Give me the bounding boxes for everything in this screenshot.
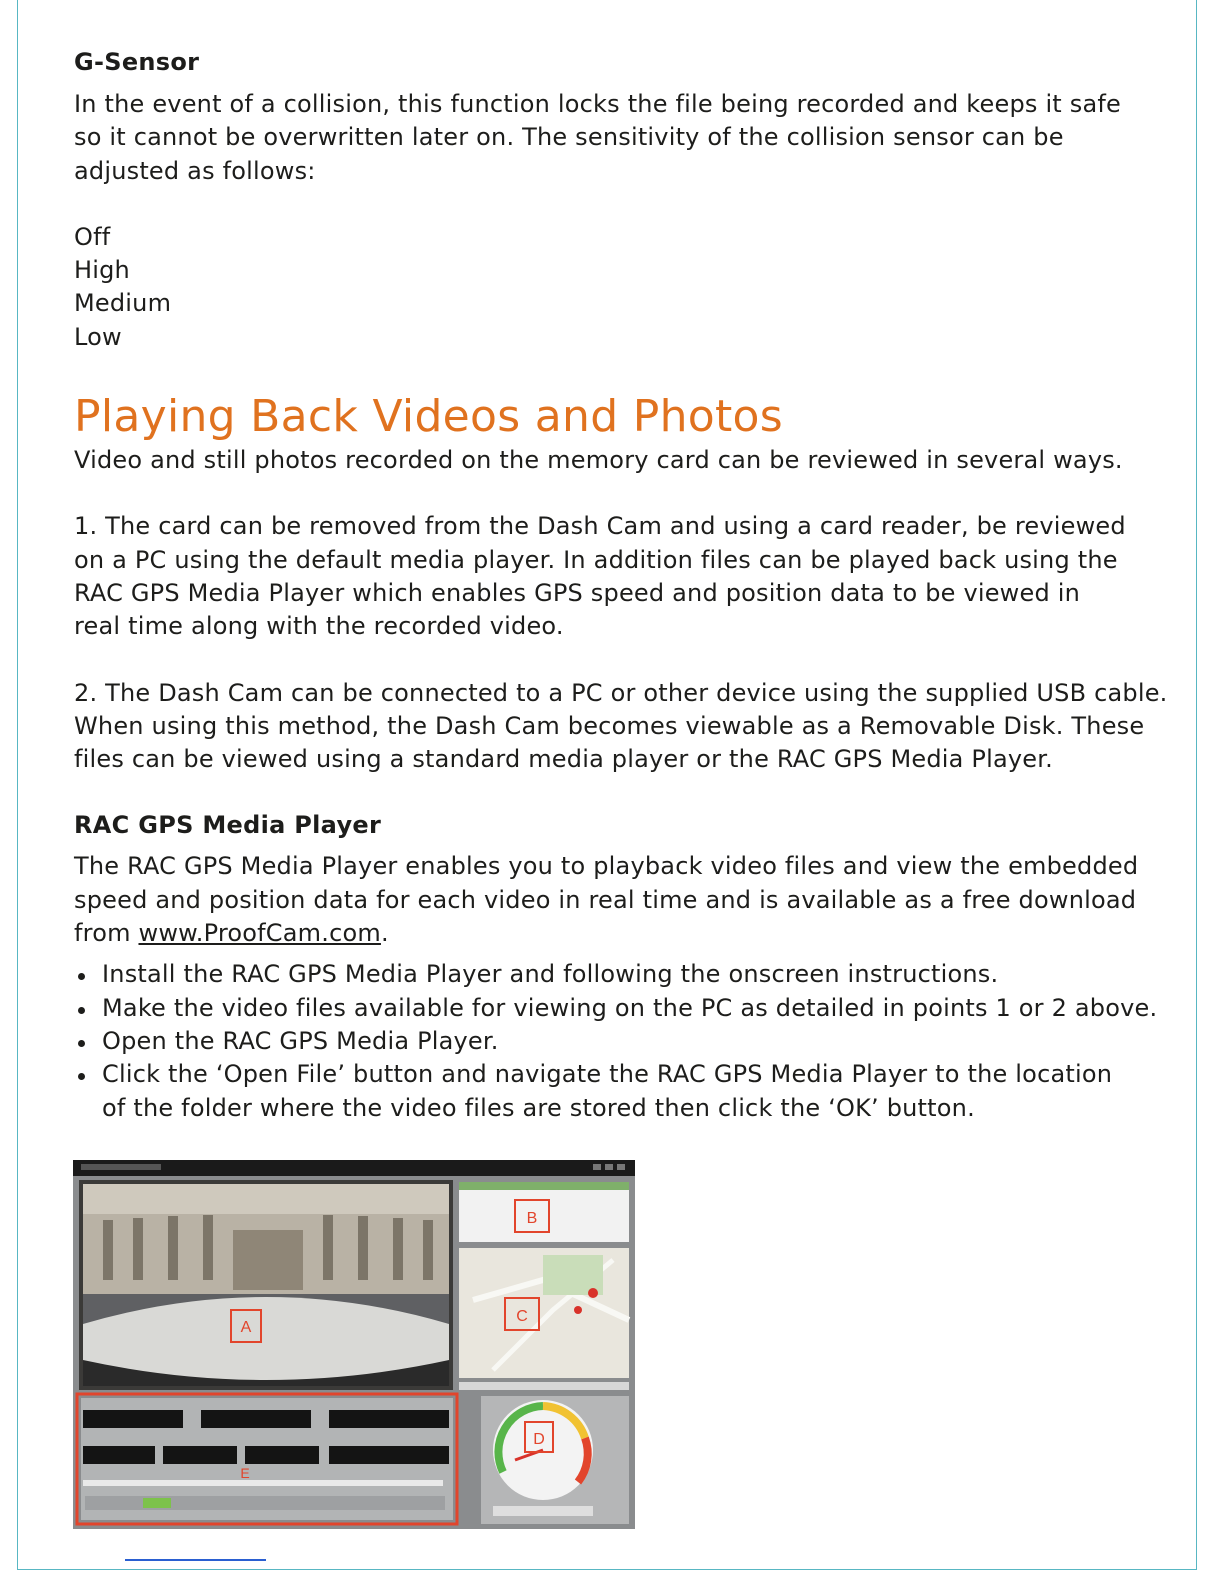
page-content — [74, 46, 1174, 1125]
instruction-item: Open the RAC GPS Media Player. — [74, 1025, 1174, 1058]
gsensor-option-off: Off — [74, 222, 111, 251]
map-pin-icon — [588, 1288, 598, 1298]
callout-c-label: C — [516, 1308, 528, 1325]
footer-underline — [125, 1559, 266, 1561]
player-body-text: The RAC GPS Media Player enables you to playback video files and view the embedded speed and position data for each video in real time and is available as a free download from — [74, 852, 1139, 948]
gsensor-option-low: Low — [74, 322, 122, 351]
player-body-end: . — [380, 919, 389, 948]
page-frame-left — [17, 0, 18, 1570]
callout-b-label: B — [526, 1210, 538, 1227]
media-player-screenshot — [73, 1160, 635, 1529]
proofcam-link[interactable]: www.ProofCam.com — [138, 919, 381, 948]
instruction-item: Install the RAC GPS Media Player and following the onscreen instructions. — [74, 958, 1174, 991]
instruction-item: Make the video files available for viewing on the PC as detailed in points 1 or 2 above. — [74, 992, 1174, 1025]
playback-point-2: 2. The Dash Cam can be connected to a PC or other device using the supplied USB cable. When using this method, the Dash Cam becomes viewable as a Removable Disk. These files can be viewed using a standard media player or the RAC GPS Media Player. — [74, 678, 1168, 774]
gsensor-option-medium: Medium — [74, 289, 172, 318]
page-frame-bottom — [17, 1569, 1197, 1570]
playback-intro: Video and still photos recorded on the memory card can be reviewed in several ways. — [74, 446, 1123, 475]
instruction-list — [74, 958, 1174, 1124]
gsensor-heading: G-Sensor — [74, 48, 200, 76]
instruction-item: Click the ‘Open File’ button and navigate the RAC GPS Media Player to the location of the folder where the video files are stored then click the ‘OK’ button. — [74, 1058, 1174, 1125]
playback-heading: Playing Back Videos and Photos — [74, 391, 783, 443]
callout-a-label: A — [240, 1319, 252, 1336]
player-heading: RAC GPS Media Player — [74, 811, 382, 840]
page-frame-right — [1196, 0, 1197, 1570]
player-body — [74, 850, 1174, 950]
gsensor-body: In the event of a collision, this function locks the file being recorded and keeps it safe so it cannot be overwritten later on. The sensitivity of the collision sensor can be adjusted as follows: — [74, 90, 1121, 185]
callout-d-label: D — [533, 1431, 545, 1448]
playback-point-1: 1. The card can be removed from the Dash Cam and using a card reader, be reviewed on a PC using the default media player. In addition files can be played back using the RAC GPS Media Player which enables GPS speed and position data to be viewed in real time along with the recorded video. — [74, 512, 1126, 641]
callout-e-label: E — [240, 1465, 250, 1481]
gsensor-option-high: High — [74, 256, 130, 285]
